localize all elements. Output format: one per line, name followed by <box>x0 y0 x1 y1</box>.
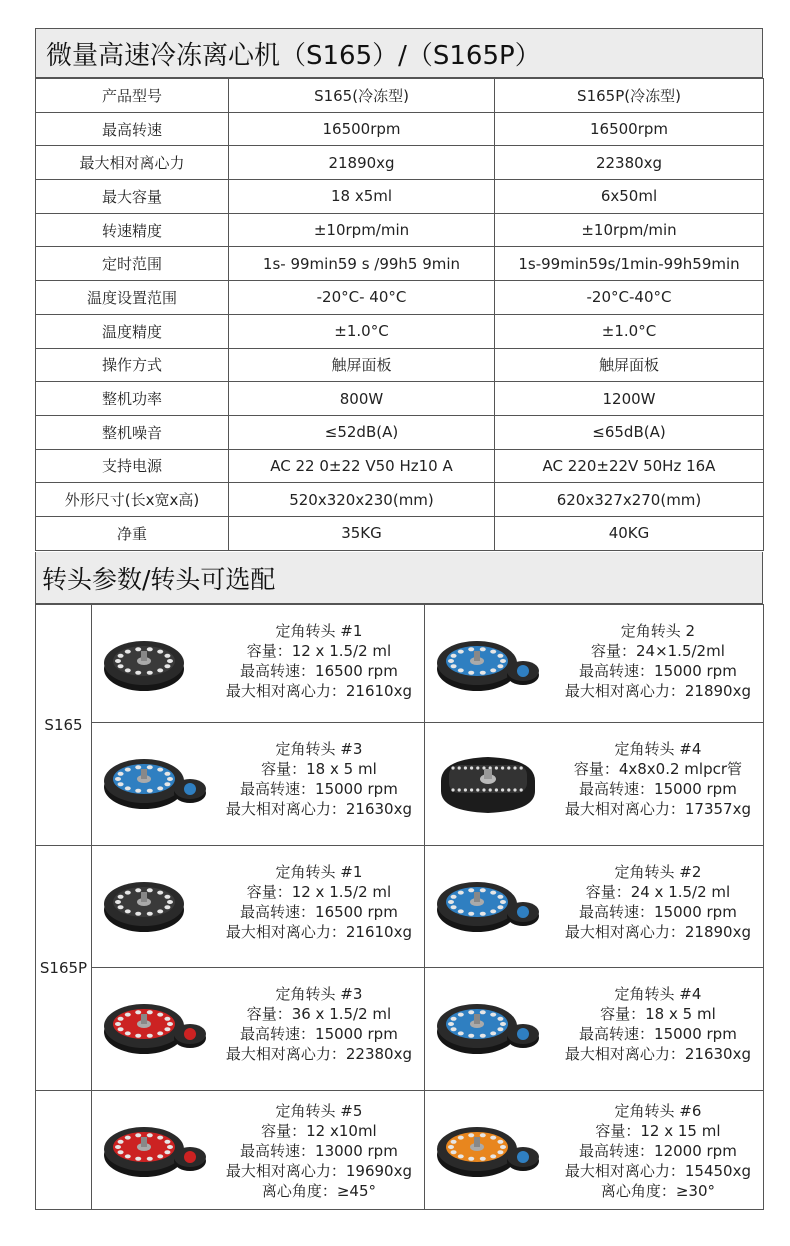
rotor-image <box>433 623 543 707</box>
spec-value: AC 22 0±22 V50 Hz10 A <box>229 449 495 483</box>
model-label-empty <box>36 1091 92 1210</box>
spec-label: 产品型号 <box>36 79 229 113</box>
rotor-spec-line: 容量：18 x 5 ml <box>600 1005 716 1023</box>
spec-value: S165P(冷冻型) <box>495 79 764 113</box>
spec-label: 转速精度 <box>36 213 229 247</box>
rotor-icon <box>100 623 210 703</box>
rotor-spec-line: 容量：12 x 15 ml <box>595 1122 721 1140</box>
rotor-spec-line: 容量：24×1.5/2ml <box>590 642 725 660</box>
rotor-spec-line: 离心角度：≥45° <box>261 1182 377 1200</box>
rotor-spec-text <box>565 862 751 942</box>
rotor-cell <box>92 846 425 968</box>
spec-label: 最高转速 <box>36 112 229 146</box>
spec-label: 外形尺寸(长x宽x高) <box>36 483 229 517</box>
spec-table <box>35 78 764 551</box>
rotor-spec-line: 最高转速：15000 rpm <box>240 780 398 798</box>
rotor-spec-line: 最高转速：16500 rpm <box>240 903 398 921</box>
spec-row <box>36 146 764 180</box>
rotor-icon <box>100 1109 210 1189</box>
spec-value: ±1.0°C <box>495 314 764 348</box>
rotor-row <box>36 723 764 846</box>
rotor-spec-text <box>226 862 412 942</box>
spec-row <box>36 314 764 348</box>
rotor-image <box>433 741 543 825</box>
spec-value: 800W <box>229 382 495 416</box>
rotor-icon <box>433 1109 543 1189</box>
spec-value: AC 220±22V 50Hz 16A <box>495 449 764 483</box>
rotor-icon <box>100 986 210 1066</box>
rotor-spec-text <box>226 621 412 701</box>
spec-row <box>36 348 764 382</box>
rotor-spec-text <box>226 984 412 1064</box>
rotor-image <box>100 986 210 1070</box>
rotor-row <box>36 1091 764 1210</box>
spec-value: 16500rpm <box>229 112 495 146</box>
model-label: S165 <box>36 605 92 846</box>
rotor-spec-line: 容量：12 x10ml <box>261 1122 377 1140</box>
spec-row <box>36 382 764 416</box>
rotor-image <box>100 741 210 825</box>
rotor-cell <box>92 968 425 1091</box>
spec-value: -20°C-40°C <box>495 281 764 315</box>
rotor-cell <box>425 605 764 723</box>
spec-value: 触屏面板 <box>229 348 495 382</box>
rotor-name: 定角转头 #6 <box>614 1102 702 1120</box>
rotor-spec-text <box>565 621 751 701</box>
rotor-name: 定角转头 #4 <box>614 985 702 1003</box>
rotor-name: 定角转头 #1 <box>275 622 363 640</box>
spec-row <box>36 180 764 214</box>
spec-value: 1s- 99min59 s /99h5 9min <box>229 247 495 281</box>
rotor-spec-line: 最大相对离心力：15450xg <box>564 1162 751 1180</box>
spec-row <box>36 516 764 550</box>
spec-label: 操作方式 <box>36 348 229 382</box>
rotor-icon <box>433 864 543 944</box>
rotor-name: 定角转头 #5 <box>275 1102 363 1120</box>
rotor-image <box>433 864 543 948</box>
spec-value: -20°C- 40°C <box>229 281 495 315</box>
rotor-cell <box>425 846 764 968</box>
rotor-spec-line: 最大相对离心力：22380xg <box>225 1045 412 1063</box>
spec-label: 温度设置范围 <box>36 281 229 315</box>
spec-value: 22380xg <box>495 146 764 180</box>
rotor-spec-line: 最大相对离心力：21890xg <box>564 923 751 941</box>
rotor-spec-text <box>565 739 751 819</box>
spec-value: 520x320x230(mm) <box>229 483 495 517</box>
spec-label: 最大容量 <box>36 180 229 214</box>
rotor-icon <box>100 864 210 944</box>
rotor-spec-line: 容量：24 x 1.5/2 ml <box>585 883 731 901</box>
spec-value: 620x327x270(mm) <box>495 483 764 517</box>
rotor-icon <box>100 741 210 821</box>
rotor-name: 定角转头 #3 <box>275 740 363 758</box>
spec-value: 35KG <box>229 516 495 550</box>
spec-label: 整机噪音 <box>36 415 229 449</box>
rotor-spec-line: 容量：12 x 1.5/2 ml <box>246 883 392 901</box>
rotor-icon <box>433 741 543 821</box>
rotor-name: 定角转头 #1 <box>275 863 363 881</box>
rotor-spec-line: 容量：12 x 1.5/2 ml <box>246 642 392 660</box>
rotor-spec-line: 最高转速：12000 rpm <box>579 1142 737 1160</box>
spec-row <box>36 449 764 483</box>
rotor-table <box>35 604 764 1210</box>
spec-row <box>36 213 764 247</box>
spec-row <box>36 281 764 315</box>
rotor-spec-line: 最高转速：15000 rpm <box>579 1025 737 1043</box>
rotor-spec-line: 最高转速：15000 rpm <box>579 662 737 680</box>
rotor-row <box>36 605 764 723</box>
rotor-spec-line: 最大相对离心力：17357xg <box>564 800 751 818</box>
rotor-icon <box>433 986 543 1066</box>
spec-value: 40KG <box>495 516 764 550</box>
rotor-spec-line: 最高转速：15000 rpm <box>579 903 737 921</box>
rotor-spec-line: 最大相对离心力：21610xg <box>225 682 412 700</box>
spec-value: 1200W <box>495 382 764 416</box>
spec-value: ≤52dB(A) <box>229 415 495 449</box>
spec-value: 16500rpm <box>495 112 764 146</box>
rotor-spec-line: 离心角度：≥30° <box>600 1182 716 1200</box>
rotor-spec-line: 最大相对离心力：21890xg <box>564 682 751 700</box>
spec-value: 触屏面板 <box>495 348 764 382</box>
rotor-name: 定角转头 2 <box>620 622 696 640</box>
rotor-spec-text <box>565 1101 751 1201</box>
rotor-image <box>433 986 543 1070</box>
rotor-cell <box>92 1091 425 1210</box>
rotor-spec-line: 最高转速：16500 rpm <box>240 662 398 680</box>
spec-label: 净重 <box>36 516 229 550</box>
spec-label: 温度精度 <box>36 314 229 348</box>
rotor-spec-text <box>565 984 751 1064</box>
rotor-spec-line: 容量：4x8x0.2 mlpcr管 <box>573 760 743 778</box>
rotor-icon <box>433 623 543 703</box>
spec-row <box>36 79 764 113</box>
spec-row <box>36 483 764 517</box>
rotor-cell <box>92 723 425 846</box>
rotor-spec-text <box>226 1101 412 1201</box>
rotor-image <box>433 1109 543 1193</box>
rotor-table-body <box>36 605 764 1210</box>
rotor-cell <box>425 723 764 846</box>
spec-value: 18 x5ml <box>229 180 495 214</box>
rotor-name: 定角转头 #4 <box>614 740 702 758</box>
rotor-image <box>100 623 210 707</box>
spec-label: 最大相对离心力 <box>36 146 229 180</box>
rotor-row <box>36 968 764 1091</box>
rotor-image <box>100 864 210 948</box>
rotor-cell <box>92 605 425 723</box>
spec-row <box>36 247 764 281</box>
spec-label: 定时范围 <box>36 247 229 281</box>
rotor-spec-line: 最大相对离心力：21630xg <box>564 1045 751 1063</box>
spec-label: 支持电源 <box>36 449 229 483</box>
spec-table-body <box>36 79 764 551</box>
rotor-name: 定角转头 #2 <box>614 863 702 881</box>
rotor-spec-line: 最大相对离心力：19690xg <box>225 1162 412 1180</box>
rotor-spec-line: 容量：18 x 5 ml <box>261 760 377 778</box>
rotor-name: 定角转头 #3 <box>275 985 363 1003</box>
rotor-spec-line: 最大相对离心力：21610xg <box>225 923 412 941</box>
spec-value: 21890xg <box>229 146 495 180</box>
spec-value: 1s-99min59s/1min-99h59min <box>495 247 764 281</box>
rotor-cell <box>425 968 764 1091</box>
rotor-cell <box>425 1091 764 1210</box>
rotor-spec-line: 最高转速：15000 rpm <box>579 780 737 798</box>
rotor-spec-line: 容量：36 x 1.5/2 ml <box>246 1005 392 1023</box>
rotor-spec-line: 最大相对离心力：21630xg <box>225 800 412 818</box>
spec-value: 6x50ml <box>495 180 764 214</box>
spec-row <box>36 112 764 146</box>
rotor-row <box>36 846 764 968</box>
rotor-spec-line: 最高转速：13000 rpm <box>240 1142 398 1160</box>
model-label: S165P <box>36 846 92 1091</box>
rotor-spec-line: 最高转速：15000 rpm <box>240 1025 398 1043</box>
spec-label: 整机功率 <box>36 382 229 416</box>
spec-value: ±1.0°C <box>229 314 495 348</box>
spec-row <box>36 415 764 449</box>
spec-value: ±10rpm/min <box>495 213 764 247</box>
spec-value: S165(冷冻型) <box>229 79 495 113</box>
rotor-section-title: 转头参数/转头可选配 <box>35 552 763 604</box>
rotor-image <box>100 1109 210 1193</box>
spec-value: ≤65dB(A) <box>495 415 764 449</box>
page-title: 微量高速冷冻离心机（S165）/（S165P） <box>35 28 763 78</box>
spec-value: ±10rpm/min <box>229 213 495 247</box>
rotor-spec-text <box>226 739 412 819</box>
